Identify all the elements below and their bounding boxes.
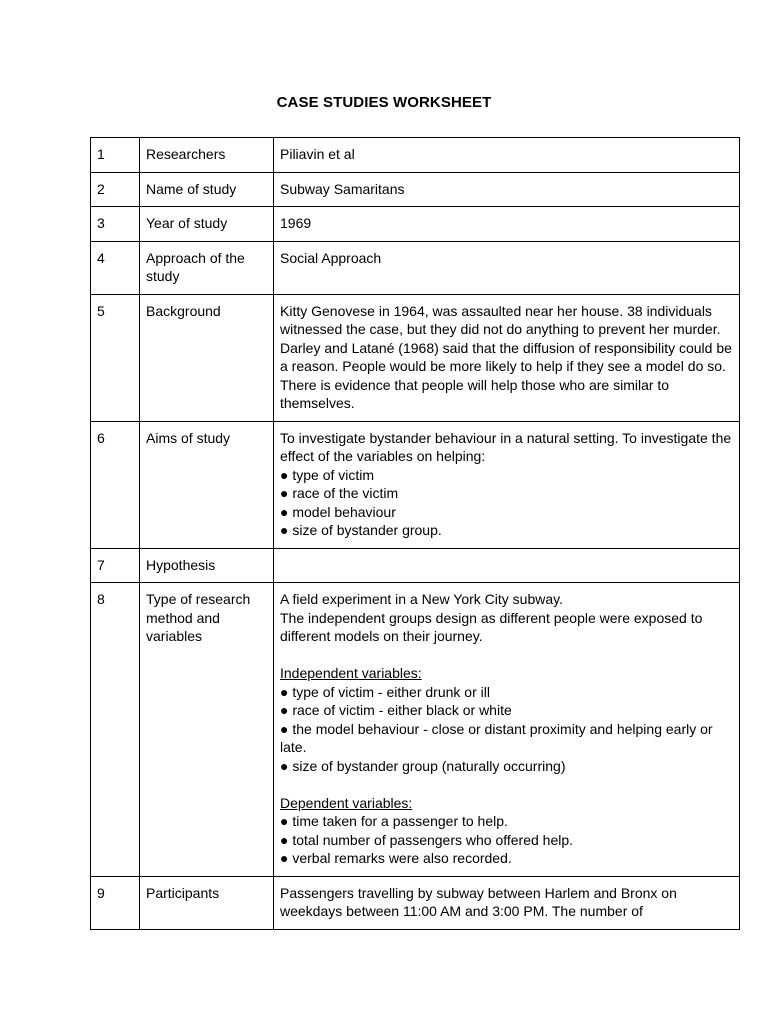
dv-bullet: ● time taken for a passenger to help. bbox=[280, 813, 508, 829]
field-label: Type of research method and variables bbox=[140, 583, 274, 877]
field-value: Kitty Genovese in 1964, was assaulted near her house. 38 individuals witnessed the case, but they did not do anything to prevent her murder. Darley and Latané (1968) said that the diffusion of responsibility could be a reason. People would be more likely to help if they see a model do so. There is evidence that people will help those who are similar to themselves. bbox=[274, 294, 740, 421]
field-label: Background bbox=[140, 294, 274, 421]
row-number: 3 bbox=[91, 207, 140, 242]
row-number: 2 bbox=[91, 172, 140, 207]
table-row bbox=[91, 172, 740, 207]
dv-heading: Dependent variables: bbox=[280, 794, 413, 811]
row-number: 6 bbox=[91, 421, 140, 548]
field-label: Participants bbox=[140, 876, 274, 929]
aims-bullet: ● type of victim bbox=[280, 466, 375, 483]
iv-bullet: ● the model behaviour - close or distant proximity and helping early or late. bbox=[280, 720, 713, 755]
table-row bbox=[91, 583, 740, 877]
field-label: Approach of the study bbox=[140, 241, 274, 294]
row-number: 1 bbox=[91, 138, 140, 173]
case-study-table bbox=[90, 137, 740, 930]
dv-bullet: ● total number of passengers who offered help. bbox=[280, 831, 574, 848]
iv-heading: Independent variables: bbox=[280, 665, 422, 681]
aims-bullet: ● model behaviour bbox=[280, 503, 396, 520]
field-value bbox=[274, 548, 740, 583]
row-number: 4 bbox=[91, 241, 140, 294]
row-number: 9 bbox=[91, 876, 140, 929]
field-value: Piliavin et al bbox=[274, 138, 740, 173]
table-row bbox=[91, 207, 740, 242]
field-label: Name of study bbox=[140, 172, 274, 207]
field-value: Social Approach bbox=[274, 241, 740, 294]
table-row bbox=[91, 241, 740, 294]
row-number: 5 bbox=[91, 294, 140, 421]
field-label: Researchers bbox=[140, 138, 274, 173]
table-row bbox=[91, 548, 740, 583]
aims-bullet: ● race of the victim bbox=[280, 485, 399, 501]
field-label: Hypothesis bbox=[140, 548, 274, 583]
method-design: The independent groups design as different people were exposed to different models on their journey. bbox=[280, 609, 703, 644]
field-value bbox=[274, 583, 740, 877]
table-row bbox=[91, 138, 740, 173]
field-label: Year of study bbox=[140, 207, 274, 242]
method-intro: A field experiment in a New York City subway. bbox=[280, 591, 563, 607]
table-row bbox=[91, 421, 740, 548]
table-row bbox=[91, 876, 740, 929]
field-value: 1969 bbox=[274, 207, 740, 242]
aims-intro: To investigate bystander behaviour in a natural setting. To investigate the effect of the variables on helping: bbox=[280, 429, 732, 464]
iv-bullet: ● race of victim - either black or white bbox=[280, 702, 512, 718]
row-number: 7 bbox=[91, 548, 140, 583]
spacer bbox=[280, 775, 733, 794]
row-number: 8 bbox=[91, 583, 140, 877]
aims-bullet: ● size of bystander group. bbox=[280, 522, 442, 538]
field-value bbox=[274, 421, 740, 548]
field-value: Subway Samaritans bbox=[274, 172, 740, 207]
field-label: Aims of study bbox=[140, 421, 274, 548]
table-row bbox=[91, 294, 740, 421]
page-title: CASE STUDIES WORKSHEET bbox=[276, 94, 492, 111]
iv-bullet: ● size of bystander group (naturally occurring) bbox=[280, 757, 566, 774]
iv-bullet: ● type of victim - either drunk or ill bbox=[280, 683, 490, 700]
dv-bullet: ● verbal remarks were also recorded. bbox=[280, 850, 512, 866]
field-value: Passengers travelling by subway between Harlem and Bronx on weekdays between 11:00 AM and 3:00 PM. The number of bbox=[274, 876, 740, 929]
spacer bbox=[280, 646, 733, 665]
